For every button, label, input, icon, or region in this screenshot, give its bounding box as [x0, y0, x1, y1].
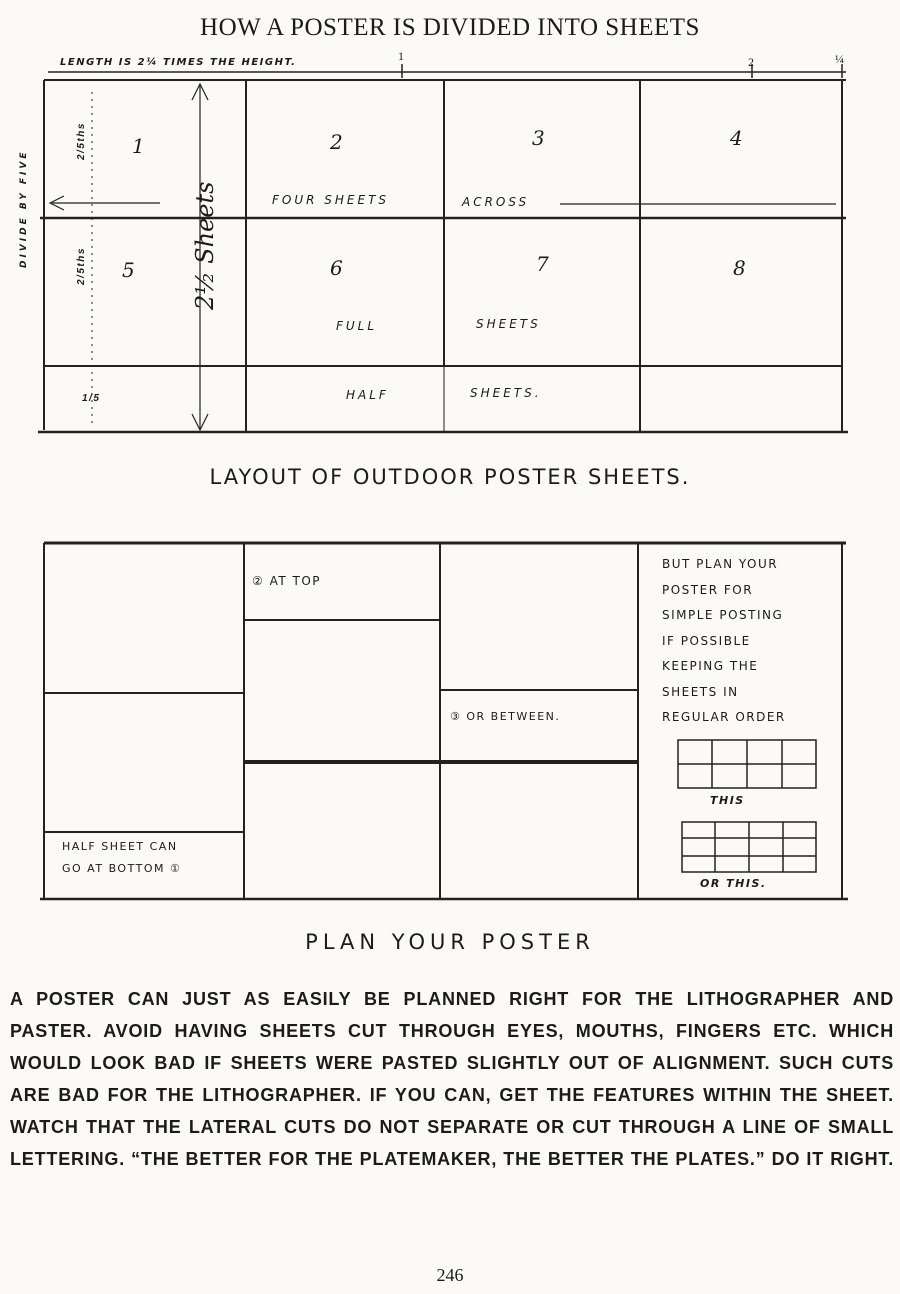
sheet-number-6: 6 [330, 256, 343, 280]
ruler-mark-quarter: ¼ [835, 52, 844, 66]
plan-note-line: IF POSSIBLE [662, 633, 751, 648]
this-label: THIS [710, 794, 745, 807]
plan-note-line: SIMPLE POSTING [662, 608, 784, 622]
sheet-number-7: 7 [536, 252, 549, 276]
ruler-mark-2: 2 [748, 55, 754, 69]
or-between-label: ③ OR BETWEEN. [450, 710, 561, 723]
plan-note-line: POSTER FOR [662, 582, 754, 597]
row-height-bottom: 1/5 [82, 393, 101, 404]
full-label-b: SHEETS [476, 317, 541, 331]
half-bottom-line-1: HALF SHEET CAN [62, 840, 178, 853]
half-bottom-line-2: GO AT BOTTOM ① [62, 862, 182, 875]
sheet-number-4: 4 [730, 126, 743, 150]
half-label-b: SHEETS. [470, 386, 542, 400]
ruler-mark-1: 1 [398, 49, 404, 63]
divide-label-text: DIVIDE BY FIVE [19, 149, 29, 268]
layout-caption: LAYOUT OF OUTDOOR POSTER SHEETS. [209, 465, 691, 489]
row-height-top: 2/5ths [76, 122, 87, 160]
sheet-number-5: 5 [122, 258, 135, 282]
height-label: 2½ Sheets [191, 181, 219, 310]
plan-note [662, 552, 786, 731]
plan-note-line: REGULAR ORDER [662, 710, 786, 724]
page-number: 246 [436, 1265, 464, 1285]
plan-note-line: KEEPING THE [662, 659, 759, 673]
sheet-number-1: 1 [132, 134, 145, 158]
plan-note-line: BUT PLAN YOUR [662, 557, 779, 571]
sheet-number-3: 3 [532, 126, 545, 150]
sheet-number-8: 8 [733, 256, 746, 280]
across-label-b: ACROSS [462, 195, 530, 209]
body-paragraph: A POSTER CAN JUST AS EASILY BE PLANNED RIGHT FOR THE LITHOGRAPHER AND PASTER. AVOID HAVING SHEETS CUT THROUGH EYES, MOUTHS, FINGERS ETC. WHICH WOULD LOOK BAD IF SHEETS WERE PASTED SLIGHTLY OUT OF ALIGNMENT. SUCH CUTS ARE BAD FOR THE LITHOGRAPHER. IF YOU CAN, GET THE FEATURES WITHIN THE SHEET. WATCH THAT THE LATERAL CUTS DO NOT SEPARATE OR CUT THROUGH A LINE OF SMALL LETTERING. “THE BETTER FOR THE PLATEMAKER, THE BETTER THE PLATES.” DO IT RIGHT. [10, 989, 894, 1169]
plan-caption: PLAN YOUR POSTER [305, 930, 595, 954]
at-top-label: ② AT TOP [252, 574, 322, 588]
row-height-mid: 2/5ths [76, 247, 87, 285]
full-label-a: FULL [336, 319, 378, 333]
sheet-number-2: 2 [330, 130, 343, 154]
page-title: HOW A POSTER IS DIVIDED INTO SHEETS [200, 14, 700, 41]
half-label-a: HALF [346, 388, 389, 402]
or-this-label: OR THIS. [700, 877, 767, 890]
divide-by-five-label [19, 149, 29, 268]
length-note: LENGTH IS 2¼ TIMES THE HEIGHT. [60, 57, 297, 68]
across-label-a: FOUR SHEETS [272, 193, 390, 207]
plan-note-line: SHEETS IN [662, 684, 739, 699]
half-sheet-bottom-note [62, 836, 181, 880]
